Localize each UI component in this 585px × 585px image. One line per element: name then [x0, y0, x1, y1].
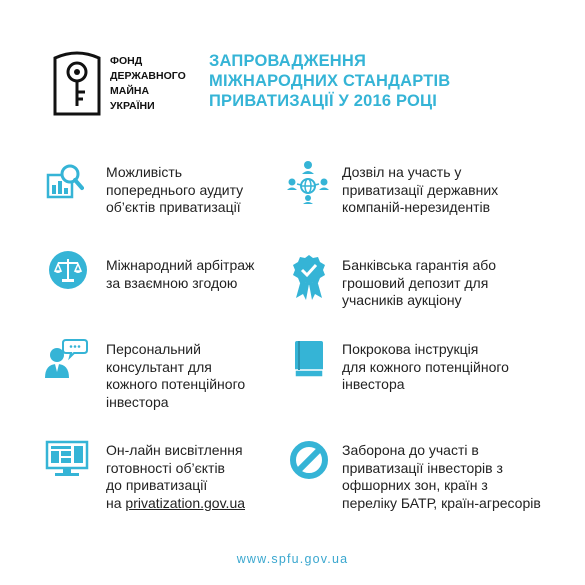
- feature-text-line: приватизації державних: [342, 181, 499, 198]
- feature-text-line: [106, 495, 245, 513]
- organization-name: [110, 54, 200, 114]
- feature-consultant: [106, 341, 245, 411]
- feature-text-line: Он-лайн висвітлення: [106, 442, 243, 458]
- feature-arbitration: [106, 257, 254, 292]
- feature-text-line: Персональний: [106, 341, 201, 357]
- award-badge-icon: [292, 254, 326, 300]
- magnifier-chart-icon: [46, 163, 84, 201]
- feature-text-line: приватизації інвесторів з: [342, 459, 503, 476]
- feature-online: [106, 442, 245, 512]
- global-network-icon: [287, 160, 329, 204]
- feature-text-line: до приватизації: [106, 477, 208, 493]
- page-title: [209, 51, 509, 111]
- monitor-icon: [45, 440, 89, 478]
- feature-text-line: інвестора: [342, 376, 405, 392]
- title-line: ПРИВАТИЗАЦІЇ У 2016 РОЦІ: [209, 92, 438, 110]
- feature-text-line: консультант для: [106, 358, 212, 375]
- org-line: ДЕРЖАВНОГО: [110, 70, 186, 82]
- feature-text-line: попереднього аудиту: [106, 181, 244, 198]
- feature-ban: [342, 442, 541, 512]
- feature-text-line: для кожного потенційного: [342, 358, 509, 375]
- prohibited-icon: [289, 440, 329, 480]
- feature-text-line: готовності об’єктів: [106, 459, 225, 476]
- feature-text-line: переліку БАТР, країн-агресорів: [342, 494, 541, 511]
- feature-text-line: офшорних зон, країн з: [342, 477, 488, 493]
- feature-text-line: Міжнародний арбітраж: [106, 257, 255, 273]
- feature-nonresidents: [342, 164, 498, 217]
- feature-text-line: Дозвіл на участь у: [342, 164, 462, 180]
- feature-text-line: Покрокова інструкція: [342, 341, 479, 357]
- feature-text-line: Можливість: [106, 164, 183, 180]
- feature-instruction: [342, 341, 509, 394]
- feature-text-line: кожного потенційного: [106, 376, 246, 392]
- org-line: ФОНД: [110, 55, 143, 67]
- scales-icon: [48, 250, 88, 290]
- website-link[interactable]: www.spfu.gov.ua: [236, 552, 349, 566]
- org-line: МАЙНА: [110, 85, 150, 97]
- privatization-link[interactable]: privatization.gov.ua: [125, 494, 246, 511]
- feature-text-line: Заборона до участі в: [342, 442, 479, 458]
- feature-guarantee: [342, 257, 496, 310]
- feature-text-line: учасників аукціону: [342, 292, 462, 308]
- book-icon: [293, 340, 325, 378]
- title-line: МІЖНАРОДНИХ СТАНДАРТІВ: [209, 72, 451, 90]
- feature-text-line: об’єктів приватизації: [106, 199, 241, 215]
- title-line: ЗАПРОВАДЖЕННЯ: [209, 52, 367, 70]
- feature-text-line: компаній-нерезидентів: [342, 199, 491, 215]
- feature-text-line: Банківська гарантія або: [342, 257, 497, 273]
- link-prefix: на: [106, 494, 126, 511]
- feature-text-line: за взаємною згодою: [106, 274, 238, 291]
- feature-text-line: інвестора: [106, 393, 169, 410]
- consultant-icon: [44, 338, 88, 378]
- org-line: УКРАЇНИ: [110, 100, 155, 112]
- feature-text-line: грошовий депозит для: [342, 274, 489, 291]
- key-logo-icon: [52, 44, 102, 116]
- feature-audit: [106, 164, 243, 217]
